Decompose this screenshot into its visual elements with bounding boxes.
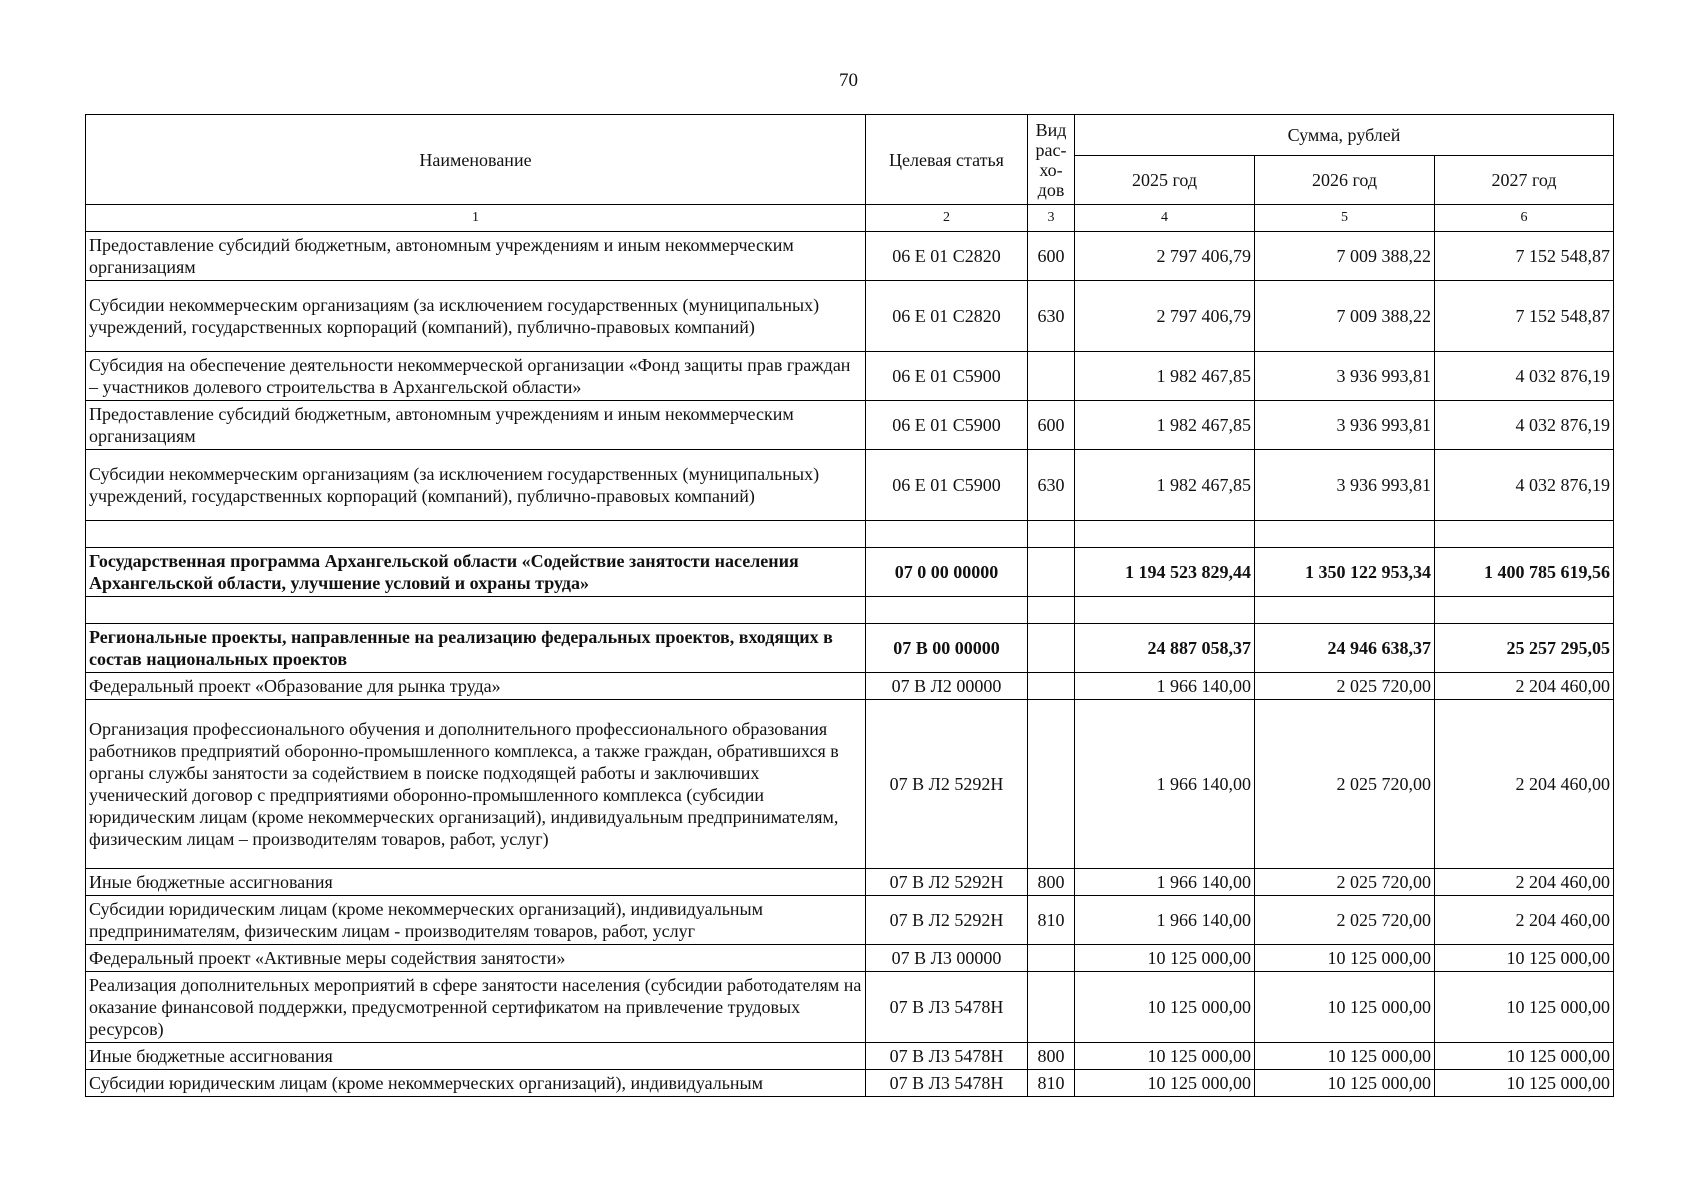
row-amount-2027 (1435, 521, 1614, 548)
row-expense-type (1028, 972, 1075, 1043)
row-amount-2025: 10 125 000,00 (1075, 972, 1255, 1043)
row-expense-type: 630 (1028, 450, 1075, 521)
row-amount-2027: 7 152 548,87 (1435, 281, 1614, 352)
table-header (86, 115, 1614, 232)
column-number: 3 (1028, 205, 1075, 232)
table-body (86, 232, 1614, 1097)
column-number: 6 (1435, 205, 1614, 232)
row-amount-2025: 2 797 406,79 (1075, 232, 1255, 281)
row-name: Реализация дополнительных мероприятий в сфере занятости населения (субсидии работодателям на оказание финансовой поддержки, предусмотренной сертификатом на привлечение трудовых ресурсов) (86, 972, 866, 1043)
row-amount-2027: 4 032 876,19 (1435, 450, 1614, 521)
row-name (86, 597, 866, 624)
row-expense-type (1028, 700, 1075, 869)
row-amount-2025: 1 982 467,85 (1075, 352, 1255, 401)
row-amount-2027: 1 400 785 619,56 (1435, 548, 1614, 597)
table-row (86, 352, 1614, 401)
row-amount-2026: 2 025 720,00 (1255, 700, 1435, 869)
row-expense-type: 600 (1028, 401, 1075, 450)
row-expense-type (1028, 597, 1075, 624)
row-amount-2026: 10 125 000,00 (1255, 1070, 1435, 1097)
row-amount-2026: 10 125 000,00 (1255, 972, 1435, 1043)
row-amount-2027 (1435, 597, 1614, 624)
page-number: 70 (839, 70, 858, 91)
table-row (86, 597, 1614, 624)
row-name: Субсидии юридическим лицам (кроме некоммерческих организаций), индивидуальным (86, 1070, 866, 1097)
row-expense-type: 810 (1028, 1070, 1075, 1097)
row-amount-2026: 2 025 720,00 (1255, 896, 1435, 945)
row-name: Региональные проекты, направленные на реализацию федеральных проектов, входящих в состав национальных проектов (86, 624, 866, 673)
header-year-2027: 2027 год (1435, 156, 1614, 205)
row-amount-2026: 10 125 000,00 (1255, 1043, 1435, 1070)
row-expense-type (1028, 945, 1075, 972)
table-row (86, 972, 1614, 1043)
row-amount-2026: 1 350 122 953,34 (1255, 548, 1435, 597)
row-amount-2026: 3 936 993,81 (1255, 352, 1435, 401)
table-row (86, 945, 1614, 972)
table-row (86, 281, 1614, 352)
row-amount-2027: 2 204 460,00 (1435, 896, 1614, 945)
table-row (86, 700, 1614, 869)
row-target-code: 06 Е 01 С5900 (866, 450, 1028, 521)
row-amount-2025: 10 125 000,00 (1075, 945, 1255, 972)
row-target-code: 06 Е 01 С2820 (866, 281, 1028, 352)
row-target-code: 07 В Л2 5292Н (866, 700, 1028, 869)
row-target-code: 07 В 00 00000 (866, 624, 1028, 673)
column-number: 4 (1075, 205, 1255, 232)
row-amount-2025: 10 125 000,00 (1075, 1043, 1255, 1070)
row-target-code: 06 Е 01 С2820 (866, 232, 1028, 281)
row-amount-2027: 10 125 000,00 (1435, 1043, 1614, 1070)
row-amount-2026: 24 946 638,37 (1255, 624, 1435, 673)
row-amount-2026: 3 936 993,81 (1255, 450, 1435, 521)
row-amount-2027: 4 032 876,19 (1435, 401, 1614, 450)
row-amount-2026 (1255, 597, 1435, 624)
row-name: Субсидии некоммерческим организациям (за исключением государственных (муниципальных) учреждений, государственных корпораций (компаний), публично-правовых компаний) (86, 450, 866, 521)
row-amount-2027: 25 257 295,05 (1435, 624, 1614, 673)
row-name: Организация профессионального обучения и дополнительного профессионального образования работников предприятий оборонно-промышленного комплекса, а также граждан, обратившихся в органы службы занятости за содействием в поиске подходящей работы и заключивших ученический договор с предприятиями оборонно-промышленного комплекса (субсидии юридическим лицам (кроме некоммерческих организаций), индивидуальным предпринимателям, физическим лицам – производителям товаров, работ, услуг) (86, 700, 866, 869)
row-expense-type: 800 (1028, 1043, 1075, 1070)
row-amount-2026: 2 025 720,00 (1255, 673, 1435, 700)
row-target-code: 07 В Л3 5478Н (866, 972, 1028, 1043)
row-amount-2025: 1 966 140,00 (1075, 673, 1255, 700)
table-row (86, 521, 1614, 548)
row-target-code: 07 В Л3 00000 (866, 945, 1028, 972)
row-amount-2026: 3 936 993,81 (1255, 401, 1435, 450)
row-amount-2025 (1075, 597, 1255, 624)
column-number: 5 (1255, 205, 1435, 232)
row-amount-2025: 1 966 140,00 (1075, 700, 1255, 869)
table-row (86, 232, 1614, 281)
row-amount-2025: 2 797 406,79 (1075, 281, 1255, 352)
row-amount-2026: 10 125 000,00 (1255, 945, 1435, 972)
row-amount-2026: 7 009 388,22 (1255, 232, 1435, 281)
column-numbers-row (86, 205, 1614, 232)
row-expense-type: 600 (1028, 232, 1075, 281)
table-row (86, 896, 1614, 945)
row-target-code: 06 Е 01 С5900 (866, 401, 1028, 450)
row-expense-type: 630 (1028, 281, 1075, 352)
table-row (86, 1070, 1614, 1097)
row-expense-type (1028, 673, 1075, 700)
row-name: Государственная программа Архангельской области «Содействие занятости населения Архангельской области, улучшение условий и охраны труда» (86, 548, 866, 597)
row-expense-type (1028, 521, 1075, 548)
header-type: Вид рас-хо-дов (1028, 115, 1075, 205)
row-amount-2027: 4 032 876,19 (1435, 352, 1614, 401)
table-row (86, 1043, 1614, 1070)
row-amount-2026 (1255, 521, 1435, 548)
table-row (86, 401, 1614, 450)
row-expense-type: 810 (1028, 896, 1075, 945)
row-name: Предоставление субсидий бюджетным, автономным учреждениям и иным некоммерческим организациям (86, 232, 866, 281)
row-amount-2026: 7 009 388,22 (1255, 281, 1435, 352)
row-target-code: 07 В Л3 5478Н (866, 1070, 1028, 1097)
row-target-code (866, 597, 1028, 624)
row-expense-type (1028, 624, 1075, 673)
row-expense-type (1028, 352, 1075, 401)
table-row (86, 673, 1614, 700)
row-amount-2026: 2 025 720,00 (1255, 869, 1435, 896)
row-name: Иные бюджетные ассигнования (86, 869, 866, 896)
row-amount-2025: 1 966 140,00 (1075, 869, 1255, 896)
row-name: Федеральный проект «Образование для рынка труда» (86, 673, 866, 700)
row-amount-2027: 10 125 000,00 (1435, 945, 1614, 972)
row-name: Субсидии юридическим лицам (кроме некоммерческих организаций), индивидуальным предпринимателям, физическим лицам - производителям товаров, работ, услуг (86, 896, 866, 945)
row-amount-2027: 2 204 460,00 (1435, 673, 1614, 700)
column-number: 1 (86, 205, 866, 232)
row-expense-type (1028, 548, 1075, 597)
table-row (86, 450, 1614, 521)
row-amount-2027: 2 204 460,00 (1435, 700, 1614, 869)
table-row (86, 869, 1614, 896)
row-target-code: 07 В Л3 5478Н (866, 1043, 1028, 1070)
row-name: Федеральный проект «Активные меры содействия занятости» (86, 945, 866, 972)
row-name: Предоставление субсидий бюджетным, автономным учреждениям и иным некоммерческим организациям (86, 401, 866, 450)
table-row (86, 624, 1614, 673)
row-amount-2027: 10 125 000,00 (1435, 1070, 1614, 1097)
row-target-code: 07 В Л2 5292Н (866, 869, 1028, 896)
table-row (86, 548, 1614, 597)
row-name (86, 521, 866, 548)
row-expense-type: 800 (1028, 869, 1075, 896)
row-amount-2025: 24 887 058,37 (1075, 624, 1255, 673)
row-target-code: 07 В Л2 00000 (866, 673, 1028, 700)
row-name: Иные бюджетные ассигнования (86, 1043, 866, 1070)
row-amount-2025: 10 125 000,00 (1075, 1070, 1255, 1097)
row-amount-2027: 7 152 548,87 (1435, 232, 1614, 281)
header-year-2025: 2025 год (1075, 156, 1255, 205)
row-amount-2025: 1 194 523 829,44 (1075, 548, 1255, 597)
header-year-2026: 2026 год (1255, 156, 1435, 205)
row-target-code: 07 В Л2 5292Н (866, 896, 1028, 945)
row-target-code: 07 0 00 00000 (866, 548, 1028, 597)
row-amount-2027: 10 125 000,00 (1435, 972, 1614, 1043)
row-target-code: 06 Е 01 С5900 (866, 352, 1028, 401)
header-target: Целевая статья (866, 115, 1028, 205)
row-name: Субсидии некоммерческим организациям (за исключением государственных (муниципальных) учреждений, государственных корпораций (компаний), публично-правовых компаний) (86, 281, 866, 352)
budget-table (85, 114, 1614, 1097)
row-target-code (866, 521, 1028, 548)
header-sum: Сумма, рублей (1075, 115, 1614, 156)
row-amount-2025 (1075, 521, 1255, 548)
row-amount-2025: 1 982 467,85 (1075, 450, 1255, 521)
row-amount-2025: 1 966 140,00 (1075, 896, 1255, 945)
column-number: 2 (866, 205, 1028, 232)
row-amount-2027: 2 204 460,00 (1435, 869, 1614, 896)
header-name: Наименование (86, 115, 866, 205)
row-name: Субсидия на обеспечение деятельности некоммерческой организации «Фонд защиты прав граждан – участников долевого строительства в Архангельской области» (86, 352, 866, 401)
row-amount-2025: 1 982 467,85 (1075, 401, 1255, 450)
